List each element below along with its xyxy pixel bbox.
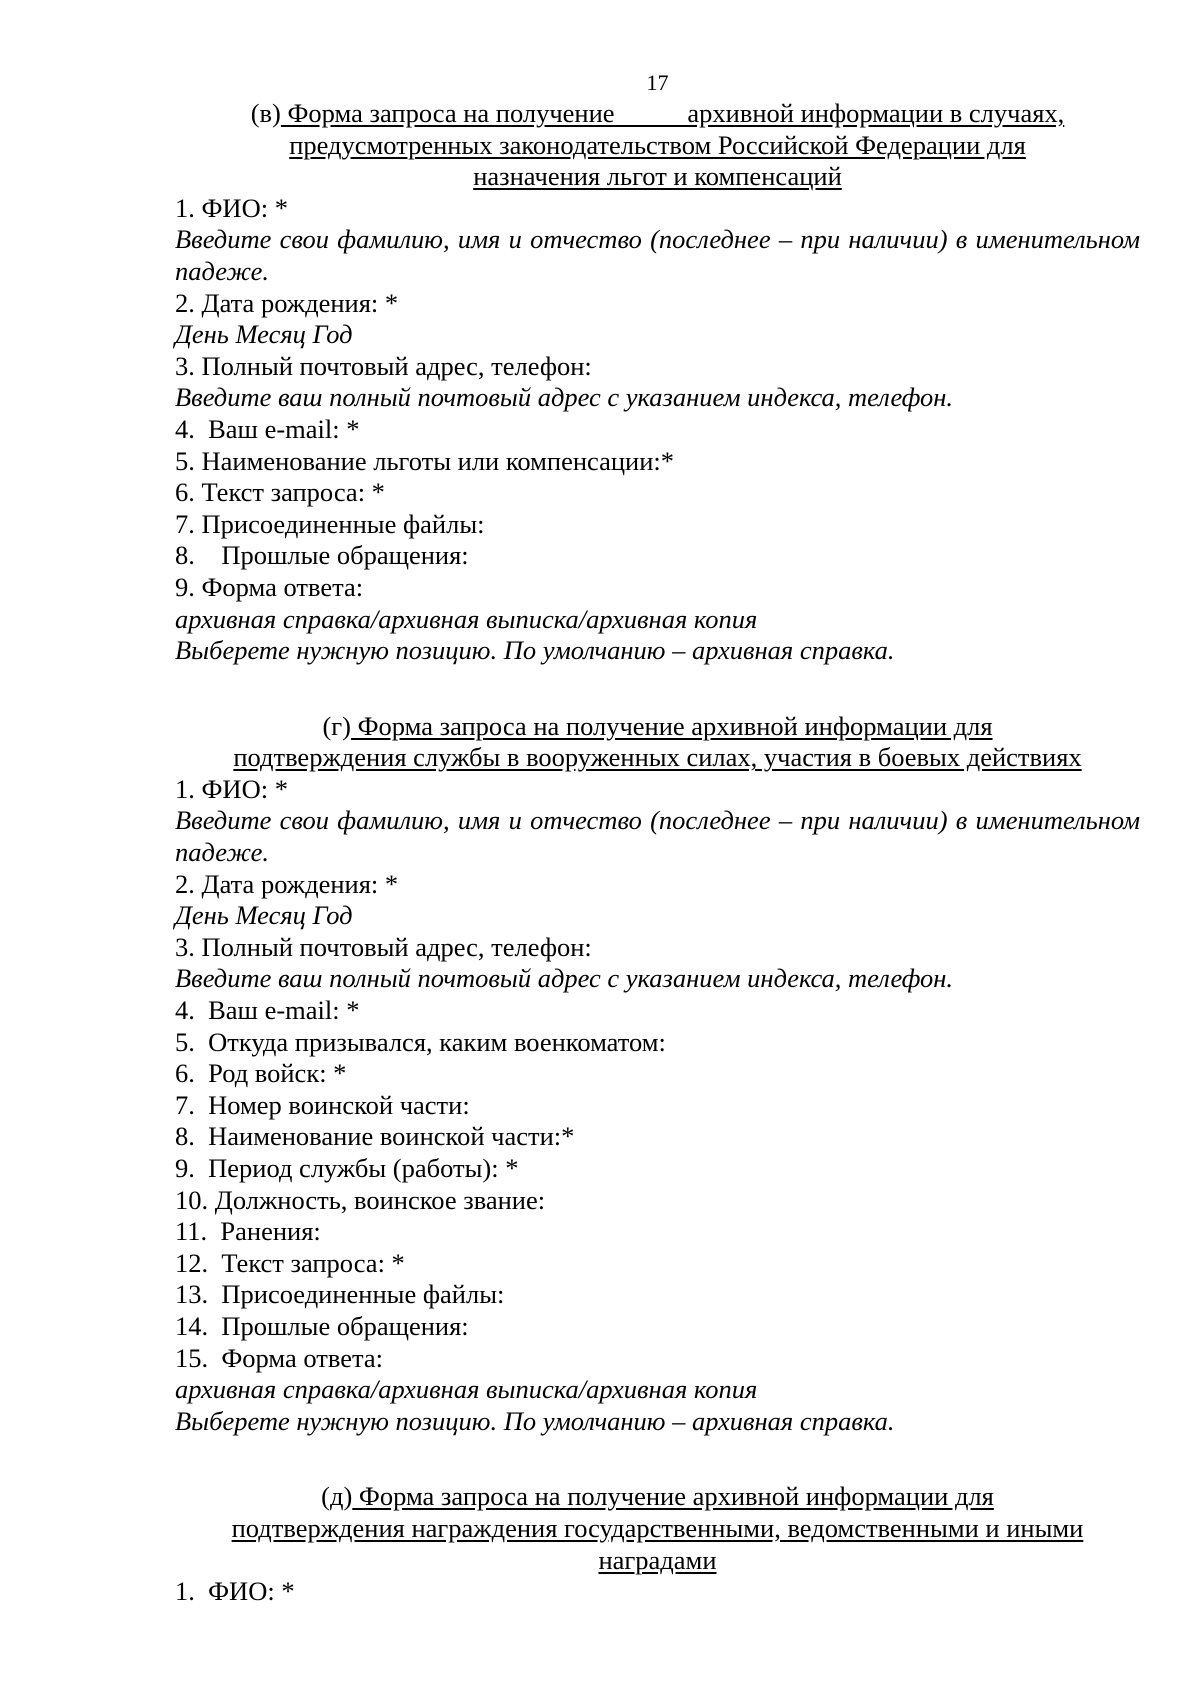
field-fio: 1. ФИО: *: [175, 1576, 295, 1607]
field-request-text: 6. Текст запроса: *: [175, 477, 385, 508]
field-fio: 1. ФИО: *: [175, 773, 288, 804]
address-hint: Введите ваш полный почтовый адрес с указанием индекса, телефон.: [175, 963, 954, 994]
field-request-text: 12. Текст запроса: *: [175, 1247, 405, 1278]
field-birth-date: 2. Дата рождения: *: [175, 287, 399, 318]
field-birth-date: 2. Дата рождения: *: [175, 868, 399, 899]
field-address: 3. Полный почтовый адрес, телефон:: [175, 931, 592, 962]
field-benefit-name: 5. Наименование льготы или компенсации:*: [175, 445, 675, 476]
heading-line: наградами: [598, 1544, 717, 1575]
field-conscription-office: 5. Откуда призывался, каким военкоматом:: [175, 1026, 666, 1057]
answer-hint: Выберете нужную позицию. По умолчанию – архивная справка.: [175, 635, 895, 666]
heading-text: Форма запроса на получение архивной информации для: [352, 1481, 994, 1512]
heading-line: подтверждения службы в вооруженных силах, участия в боевых действиях: [233, 742, 1082, 773]
heading-line: [175, 711, 1140, 743]
heading-line: назначения льгот и компенсаций: [473, 161, 842, 192]
field-answer-form: 9. Форма ответа:: [175, 571, 364, 602]
field-service-period: 9. Период службы (работы): *: [175, 1153, 519, 1183]
field-attached-files: 7. Присоединенные файлы:: [175, 508, 485, 539]
field-answer-form: 15. Форма ответа:: [175, 1342, 384, 1373]
page-number: 17: [646, 70, 669, 95]
heading-text: Форма запроса на получение архивной информации для: [350, 710, 993, 741]
field-unit-number: 7. Номер воинской части:: [175, 1089, 470, 1120]
heading-line: [175, 98, 1140, 130]
section-heading: [175, 98, 1140, 193]
field-attached-files: 13. Присоединенные файлы:: [175, 1279, 505, 1310]
answer-hint: Выберете нужную позицию. По умолчанию – архивная справка.: [175, 1405, 895, 1436]
field-previous-requests: 8. Прошлые обращения:: [175, 540, 469, 571]
field-position-rank: 10. Должность, воинское звание:: [175, 1184, 546, 1215]
field-address: 3. Полный почтовый адрес, телефон:: [175, 350, 592, 381]
heading-line: предусмотренных законодательством Российской Федерации для: [289, 129, 1026, 160]
field-unit-name: 8. Наименование воинской части:*: [175, 1121, 575, 1152]
field-fio: 1. ФИО: *: [175, 192, 288, 223]
heading-text: Форма запроса на получение архивной информации в случаях,: [280, 98, 1065, 128]
fio-hint: Введите свои фамилию, имя и отчество (последнее – при наличии) в именительном падеже.: [175, 224, 1140, 286]
answer-options: архивная справка/архивная выписка/архивная копия: [175, 603, 758, 634]
fio-hint: Введите свои фамилию, имя и отчество (последнее – при наличии) в именительном падеже.: [175, 805, 1140, 868]
section-marker: (д): [321, 1481, 353, 1512]
section-d: [175, 1481, 1140, 1607]
address-hint: Введите ваш полный почтовый адрес с указанием индекса, телефон.: [175, 382, 954, 413]
field-email: 4. Ваш e-mail: *: [175, 995, 360, 1026]
section-heading: [175, 711, 1140, 774]
section-marker: (в): [250, 98, 281, 128]
birth-date-format: День Месяц Год: [175, 900, 353, 931]
answer-options: архивная справка/архивная выписка/архивная копия: [175, 1374, 758, 1405]
heading-line: [175, 1481, 1140, 1513]
section-marker: (г): [322, 710, 351, 741]
section-g: [175, 711, 1140, 1438]
section-v: [175, 98, 1140, 667]
field-troop-type: 6. Род войск: *: [175, 1058, 347, 1089]
birth-date-format: День Месяц Год: [175, 319, 353, 350]
section-heading: [175, 1481, 1140, 1576]
field-email: 4. Ваш e-mail: *: [175, 413, 360, 444]
heading-line: подтверждения награждения государственными, ведомственными и иными: [231, 1512, 1084, 1543]
document-page: [175, 68, 1140, 1608]
field-wounds: 11. Ранения:: [175, 1216, 321, 1247]
field-previous-requests: 14. Прошлые обращения:: [175, 1310, 469, 1341]
